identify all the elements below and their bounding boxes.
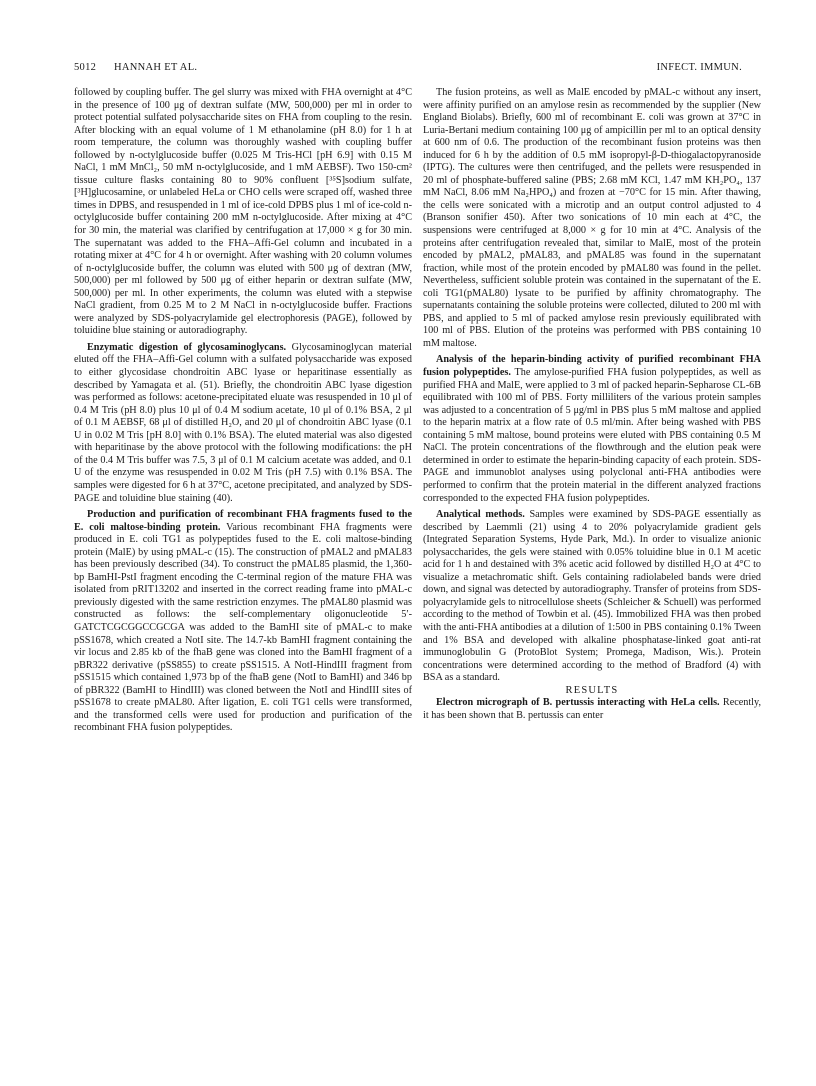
running-authors: HANNAH ET AL.	[114, 62, 198, 73]
paragraph-analytical-methods	[423, 509, 761, 685]
left-column	[74, 87, 412, 735]
subsection-heading: Production and purification of recombinant FHA fragments fused to the E. coli maltose-binding protein.	[74, 509, 412, 533]
paragraph-recombinant-production	[74, 509, 412, 735]
paragraph-text: Recently, it has been shown that B. pertussis can enter	[423, 697, 761, 721]
paragraph-enzymatic-digestion	[74, 342, 412, 505]
page-header	[74, 62, 742, 76]
subsection-heading: Analysis of the heparin-binding activity of purified recombinant FHA fusion polypeptides.	[423, 354, 761, 379]
paragraph-text: Samples were examined by SDS-PAGE essentially as described by Laemmli (21) using 4 to 20% polyacrylamide gradient gels (Integrated Separation Systems, Hyde Park, Md.). In order to visualize anionic polysaccharides, the gels were stained with 0.05% toluidine blue in 0.1 M acetic acid for 1 h and destained with 3% acetic acid followed by distilled H₂O at 4°C to visualize a metachromatic shift. Gels containing radiolabeled bands were dried down, and signal was detected by autoradiography. Transfer of proteins from SDS-polyacrylamide gels to nitrocellulose sheets (Schleicher & Schuell) was performed according to the method of Towbin et al. (45). Immobilized FHA was then probed with the anti-FHA antibodies at a dilution of 1:500 in PBS containing 0.1% Tween and 1% BSA and developed with alkaline phosphatase-linked goat anti-rat immunoglobulin G (ProtoBlot System; Promega, Madison, Wis.). Protein concentrations were determined according to the method of Bradford (4) with BSA as a standard.	[423, 509, 762, 684]
paragraph-affinity-column: followed by coupling buffer. The gel slurry was mixed with FHA overnight at 4°C in the presence of 100 μg of dextran sulfate (MW, 500,000) per ml in order to protect potential sulfated polysaccharide sites on FHA from coupling to the resin. After blocking with an equal volume of 1 M ethanolamine (pH 8.0) for 1 h at room temperature, the column was thoroughly washed with coupling buffer followed by n-octylglucoside buffer (0.025 M Tris-HCl [pH 6.9] with 0.15 M NaCl, 1 mM MnCl₂, 50 mM n-octylglucoside, and 1 mM AEBSF). Two 150-cm² tissue culture flasks containing 80 to 90% confluent [³⁵S]sodium sulfate, [³H]glucosamine, or unlabeled HeLa or CHO cells were scraped off, washed three times in DPBS, and resuspended in 1 ml of ice-cold DPBS plus 1 ml of ice-cold n-octylglucoside buffer containing 200 mM n-octylglucoside. After mixing at 4°C for 30 min, the material was clarified by centrifugation at 17,000 × g for 30 min. The supernatant was added to the FHA–Affi-Gel column and incubated in a rotating mixer at 4°C for 4 h or overnight. After washing with 20 column volumes of n-octylglucoside buffer, the column was eluted with 500 μg of dextran (MW, 500,000) per ml followed by 500 μg of either heparin or dextran sulfate (MW, 500,000) per ml. In other experiments, the column was eluted with a stepwise NaCl gradient, from 0.25 M to 2 M NaCl in n-octylglucoside buffer. Fractions were analyzed by SDS-polyacrylamide gel electrophoresis (PAGE), followed by toluidine blue staining or autoradiography.	[74, 87, 412, 337]
page-number: 5012	[74, 62, 97, 73]
section-title-results: RESULTS	[565, 684, 619, 696]
paragraph-fusion-purification: The fusion proteins, as well as MalE encoded by pMAL-c without any insert, were affinity purified on an amylose resin as recommended by the supplier (New England Biolabs). Briefly, 600 ml of recombinant E. coli was grown at 37°C in Luria-Bertani medium containing 100 μg of ampicillin per ml to an optical density at 600 nm of 0.6. The production of the recombinant fusion proteins was then induced for 6 h by the addition of 0.5 mM isopropyl-β-D-thiogalactopyranoside (IPTG). The cultures were then centrifuged, and the pellets were resuspended in 20 ml of phosphate-buffered saline (PBS; 2.68 mM KCl, 1.47 mM KH₂PO₄, 137 mM NaCl, 8.06 mM Na₂HPO₄) and frozen at −70°C for 15 min. After thawing, the cells were sonicated with a microtip and an output control adjusted to 4 (Branson sonifier 450). After two sonications of 10 min each at 4°C, the suspensions were centrifuged at 8,000 × g for 10 min at 4°C. Analysis of the proteins after centrifugation revealed that, similar to MalE, most of the protein encoded by pMAL2, pMAL83, and pMAL85 was found in the supernatant fraction, while most of the protein encoded by pMAL80 was found in the pellet. Nevertheless, sufficient soluble protein was contained in the supernatant of the E. coli TG1(pMAL80) lysate to be purified by affinity chromatography. The supernatants containing the soluble proteins were collected, diluted to 200 ml with PBS, and applied to 5 ml of packed amylose resin previously equilibrated with 100 ml of PBS. Elution of the proteins was performed with PBS containing 10 mM maltose.	[423, 87, 761, 349]
paragraph-electron-micrograph	[423, 697, 761, 722]
subsection-heading: Enzymatic digestion of glycosaminoglycans.	[87, 341, 287, 353]
paragraph-text: Glycosaminoglycan material eluted off the FHA–Affi-Gel column with a sulfated polysaccharide was exposed to either glycosidase chondroitin ABC lyase or heparitinase essentially as described by Yamagata et al. (51). Briefly, the chondroitin ABC lyase digestion was performed as follows: acetone-precipitated eluate was resuspended in 10 μl of 0.4 M Tris (pH 8.0) plus 10 μl of 0.4 M sodium acetate, 10 μl of 0.1% BSA, 2 μl of 0.1 M AEBSF, 68 μl of distilled H₂O, and 20 μl of chondroitin ABC lyase (0.1 U in 0.02 M Tris [pH 8.0] with 0.1% BSA). The eluted material was also digested with heparitinase by the above protocol with the following modifications: the pH of the 0.4 M Tris buffer was 7.5, 3 μl of 0.1 M calcium acetate was added, and 0.1 U of the enzyme was resuspended in 0.02 M Tris (pH 7.5) with 0.1% BSA. The samples were digested for 6 h at 37°C, acetone precipitated, and analyzed by SDS-PAGE and toluidine blue staining (40).	[74, 341, 412, 504]
subsection-heading: Analytical methods.	[436, 509, 525, 521]
right-column	[423, 87, 761, 722]
paragraph-text: The amylose-purified FHA fusion polypeptides, as well as purified FHA and MalE, were applied to 3 ml of packed heparin-Sepharose CL-6B equilibrated with 100 ml of PBS. Forty milliliters of the various protein samples was adjusted to a concentration of 5 μg/ml in PBS plus 5 mM maltose and applied to the heparin matrix at a flow rate of 0.5 ml/min. After being washed with PBS containing 5 mM maltose, bound proteins were eluted with PBS containing 0.5 M NaCl. The protein concentrations of the flowthrough and the elution peak were determined in order to estimate the heparin-binding capacity of each protein. SDS-PAGE and immunoblot analyses using polyclonal anti-FHA antibodies were performed to confirm that the protein material in the different analyzed fractions corresponded to the expected FHA fusion polypeptides.	[423, 367, 762, 504]
paragraph-heparin-binding	[423, 354, 761, 505]
paragraph-text: Various recombinant FHA fragments were produced in E. coli TG1 as polypeptides fused to the E. coli maltose-binding protein (MalE) by using pMAL-c (15). The construction of pMAL2 and pMAL83 has been previously described (34). To construct the pMAL85 plasmid, the 1,360-bp BamHI-PstI fragment encoding the C-terminal region of the mature FHA was isolated from pRIT13202 and inserted in the correct reading frame into pMAL-c previously digested with the same restriction enzymes. The pMAL80 plasmid was constructed as follows: the self-complementary oligonucleotide 5′-GATCTCGCGGCCGCGA was added to the BamHI site of pMAL-c to make pSS1678, which created a NotI site. The 14.7-kb BamHI fragment containing the vir locus and 2.85 kb of the fhaB gene was cloned into the BamHI fragment of a pBR322 derivative (pSS855) to create pSS1515. A NotI-HindIII fragment from pSS1515 which contained 1,973 bp of the fhaB gene (NotI to BamHI) and 346 bp of pBR322 (BamHI to HindIII) was cloned between the NotI and HindIII sites of pSS1678 to create pMAL80. After ligation, E. coli TG1 cells were transformed, and the transformed cells were used for production and purification of the recombinant FHA fusion polypeptides.	[74, 521, 412, 734]
running-journal: INFECT. IMMUN.	[656, 62, 742, 73]
subsection-heading: Electron micrograph of B. pertussis interacting with HeLa cells.	[436, 697, 720, 709]
